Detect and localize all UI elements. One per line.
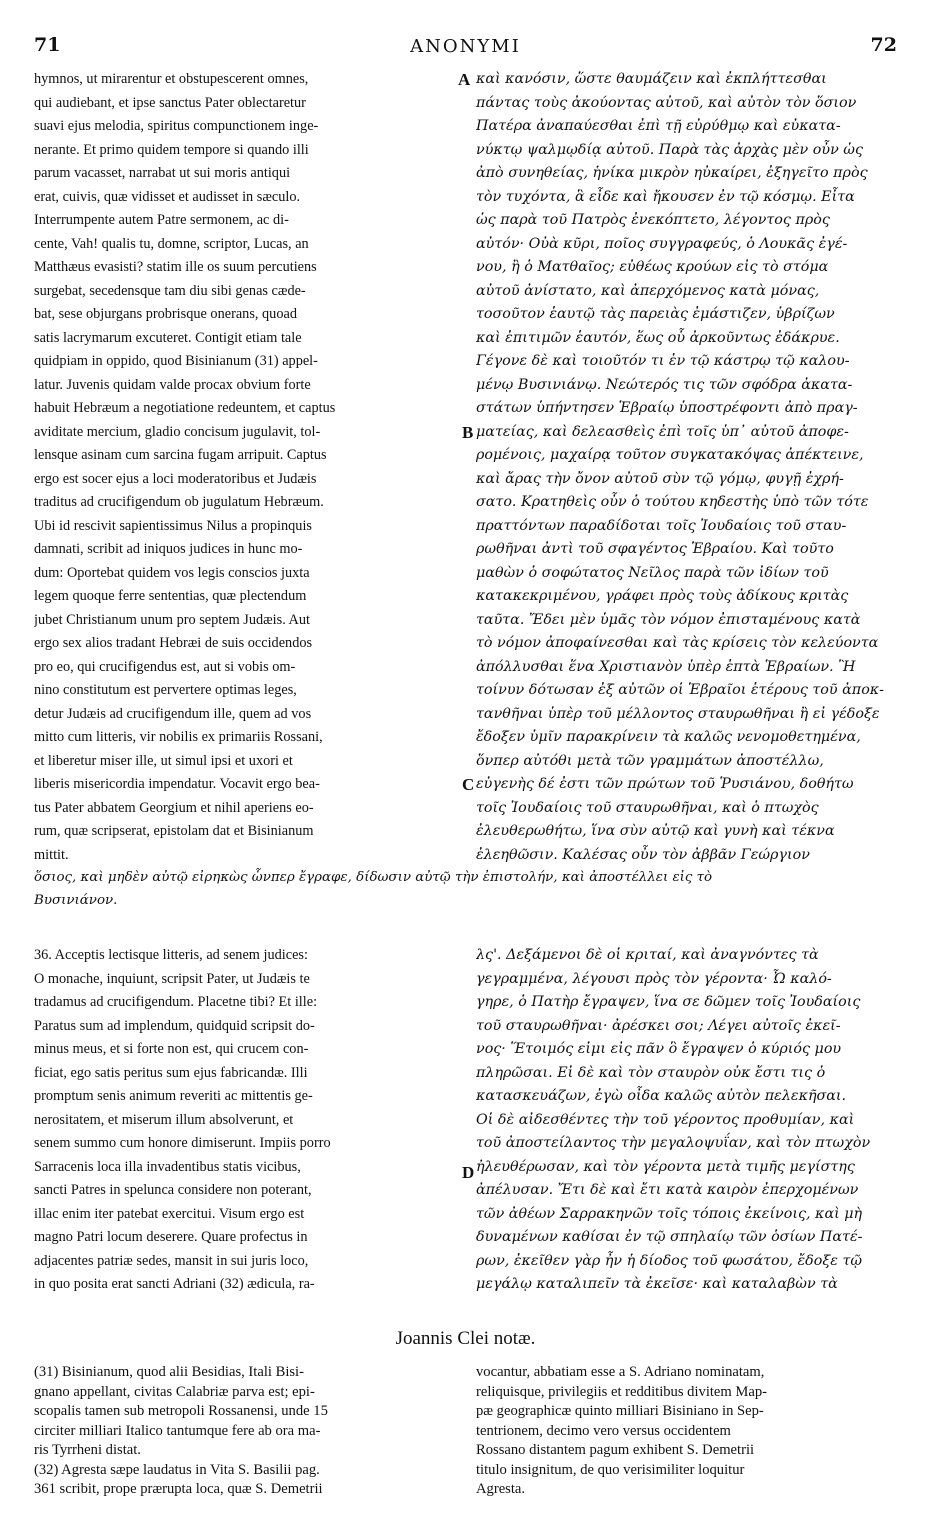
section-marker-d: D [462, 1163, 475, 1182]
latin-text-line: satis lacrymarum excuteret. Contigit etiam tale [34, 329, 302, 346]
latin-text-line: lensque asinam cum sarcina fugam arripuit. Captus [34, 447, 327, 463]
latin-text-line: adjacentes patriæ sedes, mansit in sui juris loco, [34, 1252, 309, 1269]
greek-text-line: δυναμένων καθίσαι ἐν τῷ σπηλαίῳ τῶν ὁσίων Πατέ- [476, 1229, 863, 1245]
note-text-line: Rossano distantem pagum exhibent S. Demetrii [476, 1442, 755, 1458]
latin-text-line: parum vacasset, narrabat ut sui moris antiqui [34, 165, 291, 181]
latin-text-line: qui audiebant, et ipse sanctus Pater oblectaretur [34, 94, 306, 111]
greek-text-line: ρομένοις, μαχαίρᾳ τοῦτον συγκατακόψας ἀπέκτεινε, [476, 447, 864, 463]
greek-text-line: ματείας, καὶ δελεασθεὶς ἐπὶ τοῖς ὑπ᾽ αὐτοῦ ἀποφε- [476, 423, 849, 440]
section-marker-a: A [458, 70, 471, 89]
greek-text-line: νου, ἢ ὁ Ματθαῖος; εὐθέως κρούων εἰς τὸ στόμα [476, 259, 829, 275]
latin-text-line: cente, Vah! qualis tu, domne, scriptor, Lucas, an [34, 235, 309, 252]
note-text-line: ris Tyrrheni distat. [34, 1442, 141, 1458]
note-text-line: circiter milliari Italico tantumque fere ab ora ma- [34, 1422, 321, 1439]
latin-text-line: mittit. [34, 846, 69, 863]
greek-text-line: στάτων ὑπήντησεν Ἑβραίῳ ὑποστρέφοντι ἀπὸ πραγ- [476, 400, 858, 416]
latin-text-line: senem summo cum honore dimiserunt. Impiis porro [34, 1135, 331, 1151]
running-title: ANONYMI [410, 36, 521, 57]
note-text-line: tentrionem, decimo vero versus occidentem [476, 1422, 731, 1439]
greek-text-line: γηρε, ὁ Πατὴρ ἔγραψεν, ἵνα σε δῶμεν τοῖς Ἰουδαίοις [476, 994, 861, 1010]
notes-title: Joannis Clei notæ. [395, 1328, 536, 1349]
greek-text-line: τανθῆναι ὑπὲρ τοῦ μέλλοντος σταυρωθῆναι ἢ εἰ γέδοξε [476, 705, 880, 722]
greek-text-line: μαθὼν ὁ σοφώτατος Νεῖλος παρὰ τῶν ἰδίων τοῦ [476, 564, 829, 581]
greek-text-line: ὡς παρὰ τοῦ Πατρὸς ἐνεκόπτετο, λέγοντος πρὸς [476, 212, 830, 228]
latin-text-line: quidpiam in oppido, quod Bisinianum (31) appel- [34, 353, 318, 369]
latin-text-line: ficiat, ego satis peritus sum ejus fabricandæ. Illi [34, 1064, 308, 1081]
latin-text-line: ergo est socer ejus a loci moderatoribus et Judæis [34, 470, 317, 487]
page-header [0, 34, 931, 66]
latin-text-line: nino constitutum est pervertere optimas leges, [34, 682, 297, 698]
page-number-right: 72 [870, 34, 897, 56]
latin-text-line: bat, sese objurgans probrisque onerans, quoad [34, 306, 297, 322]
greek-text-line: ἀπόλλυσθαι ἕνα Χριστιανὸν ὑπὲρ ἑπτὰ Ἑβραίων. Ἢ [476, 658, 856, 675]
latin-text-line: minus meus, et si forte non est, qui crucem con- [34, 1041, 309, 1057]
latin-text-line: suavi ejus melodia, spiritus compunctionem inge- [34, 118, 319, 134]
note-text-line: Agresta. [476, 1481, 526, 1497]
section-marker-c: C [462, 775, 475, 794]
latin-text-line: dum: Oportebat quidem vos legis conscios juxta [34, 564, 310, 581]
latin-text-line: pro eo, qui crucifigendus est, aut si vobis om- [34, 658, 296, 675]
latin-text-line: mitto cum litteris, vir nobilis ex primariis Rossani, [34, 729, 323, 745]
latin-text-line: Interrumpente autem Patre sermonem, ac di- [34, 212, 289, 228]
page-number-left: 71 [34, 34, 61, 56]
latin-text-line: tradamus ad crucifigendum. Placetne tibi? Et ille: [34, 994, 318, 1010]
latin-text-line: legem quoque ferre sententias, quæ plectendum [34, 588, 307, 604]
greek-text-line: τὸν τυχόντα, ἃ εἶδε καὶ ἤκουσεν ἐν τῷ κόσμῳ. Εἶτα [476, 188, 855, 205]
greek-text-line: ἔδοξεν ὑμῖν παρακρίνειν τὰ καλῶς νενομοθετημένα, [476, 729, 861, 745]
greek-text-line: μεγάλῳ καταλιπεῖν τὰ ἐκεῖσε· καὶ καταλαβὼν τὰ [476, 1276, 838, 1292]
latin-text-line: et liberetur miser ille, ut simul ipsi et uxori et [34, 752, 293, 769]
note-text-line: reliquisque, privilegiis et redditibus divitem Map- [476, 1383, 768, 1400]
greek-column-lower [476, 944, 898, 1297]
greek-text-line: τοῦ σταυρωθῆναι· ἀρέσκει σοι; Λέγει αὐτοῖς ἐκεῖ- [476, 1017, 841, 1034]
greek-text-line: γεγραμμένα, λέγουσι πρὸς τὸν γέροντα· Ὦ καλό- [476, 970, 832, 987]
greek-text-line: ὅνπερ αὐτόθι μετὰ τῶν γραμμάτων ἀποστέλλω, [476, 752, 824, 769]
greek-text-line: ὅσιος, καὶ μηδὲν αὐτῷ εἰρηκὼς ὧνπερ ἔγραφε, δίδωσιν αὐτῷ τὴν ἐπιστολήν, καὶ ἀποστέλλει εἰς τὸ [34, 870, 713, 885]
greek-text-line: Οἱ δὲ αἰδεσθέντες τὴν τοῦ γέροντος προθυμίαν, καὶ [476, 1111, 855, 1128]
greek-text-line: καὶ ἐπιτιμῶν ἑαυτόν, ἕως οὗ ἀρκοῦντως ἐδάκρυε. [476, 329, 840, 346]
greek-text-line: πάντας τοὺς ἀκούοντας αὐτοῦ, καὶ αὐτὸν τὸν ὅσιον [476, 94, 857, 111]
greek-text-line: τοῦ ἀποστείλαντος τὴν μεγαλοψυΐαν, καὶ τὸν πτωχὸν [476, 1135, 871, 1151]
greek-text-line: τὸ νόμον ἀποφαίνεσθαι καὶ τὰς κρίσεις τὸν κελεύοντα [476, 635, 879, 651]
section-marker-b: B [462, 423, 474, 442]
greek-text-line: ρωθῆναι ἀντὶ τοῦ σφαγέντος Ἑβραίου. Καὶ τοῦτο [476, 541, 834, 557]
note-text-line: 361 scribit, prope prærupta loca, quæ S. Demetrii [34, 1481, 323, 1497]
latin-text-line: hymnos, ut mirarentur et obstupescerent omnes, [34, 71, 309, 87]
greek-text-line: ρων, ἐκεῖθεν γὰρ ἦν ἡ δίοδος τοῦ φωσάτου, ἔδοξε τῷ [476, 1252, 863, 1269]
greek-text-line: νύκτῳ ψαλμῳδίᾳ αὐτοῦ. Παρὰ τὰς ἀρχὰς μὲν οὖν ὡς [476, 141, 863, 158]
latin-text-line: Paratus sum ad implendum, quidquid scripsit do- [34, 1017, 315, 1034]
greek-text-line: ἀπὸ συνηθείας, ἡνίκα μικρὸν ηὐκαίρει, ἐξηγεῖτο πρὸς [476, 165, 868, 181]
latin-text-line: O monache, inquiunt, scripsit Pater, ut Judæis te [34, 970, 310, 987]
greek-column-upper [476, 68, 898, 867]
latin-text-line: aviditate mercium, gladio concisum jugulavit, tol- [34, 423, 321, 440]
greek-text-line: Γέγονε δὲ καὶ τοιοῦτόν τι ἐν τῷ κάστρῳ τῷ καλου- [476, 353, 850, 369]
greek-text-line: σατο. Κρατηθεὶς οὖν ὁ τούτου κηδεστὴς ὑπὸ τῶν τότε [476, 494, 869, 510]
greek-text-line: νος· Ἕτοιμός εἰμι εἰς πᾶν ὃ ἔγραψεν ὁ κύριός μου [476, 1041, 842, 1057]
latin-text-line: illac enim iter patebat exercitui. Visum ergo est [34, 1205, 305, 1222]
greek-text-line: εὐγενὴς δέ ἐστι τῶν πρώτων τοῦ Ῥυσιάνου, δοθήτω [476, 776, 854, 792]
latin-text-line: damnati, scribit ad iniquos judices in hunc mo- [34, 541, 303, 557]
greek-text-line: καὶ ἄρας τὴν ὄνον αὐτοῦ σὺν τῷ γόμῳ, φυγῇ ἐχρή- [476, 470, 844, 487]
latin-column-lower [34, 944, 458, 1297]
greek-text-line: καὶ κανόσιν, ὥστε θαυμάζειν καὶ ἐκπλήττεσθαι [476, 71, 827, 87]
latin-text-line: magno Patri locum deserere. Quare profectus in [34, 1229, 308, 1245]
latin-text-line: Sarracenis loca illa invadentibus statis vicibus, [34, 1158, 301, 1175]
latin-text-line: liberis misericordia impendatur. Vocavit ergo bea- [34, 776, 320, 792]
latin-text-line: ergo sex alios tradant Hebræi de suis occidendos [34, 635, 313, 651]
latin-column-upper [34, 68, 458, 867]
greek-text-line: τῶν ἀθέων Σαρρακηνῶν τοῖς τόποις ἐκείνοις, καὶ μὴ [476, 1205, 863, 1222]
greek-text-line: μένῳ Βυσινιάνῳ. Νεώτερός τις τῶν σφόδρα ἀκατα- [476, 376, 853, 393]
latin-text-line: rum, quæ scripserat, epistolam dat et Bisinianum [34, 823, 314, 839]
notes-column-left [34, 1363, 458, 1500]
note-text-line: vocantur, abbatiam esse a S. Adriano nominatam, [476, 1364, 765, 1380]
greek-text-line: κατακεκριμένου, γράφει πρὸς τοὺς ἀδίκους κριτὰς [476, 588, 849, 604]
greek-text-line: τοῖς Ἰουδαίοις τοῦ σταυρωθῆναι, καὶ ὁ πτωχὸς [476, 799, 819, 816]
latin-text-line: nerante. Et primo quidem tempore si quando illi [34, 141, 309, 158]
greek-text-line: πραττόντων παραδίδοται τοῖς Ἰουδαίοις τοῦ σταυ- [476, 517, 847, 534]
latin-text-line: nerositatem, et miserum illum absolverunt, et [34, 1111, 294, 1128]
latin-text-line: 36. Acceptis lectisque litteris, ad senem judices: [34, 947, 308, 963]
note-text-line: scopalis tamen sub metropoli Rossanensi, unde 15 [34, 1403, 328, 1419]
latin-text-line: Matthæus evasisti? statim ille os suum percutiens [34, 259, 317, 275]
greek-text-line: ταῦτα. Ἔδει μὲν ὑμᾶς τὸν νόμον ἐπισταμένους κατὰ [476, 611, 861, 628]
note-text-line: gnano appellant, civitas Calabriæ parva est; epi- [34, 1383, 315, 1400]
latin-text-line: sancti Patres in spelunca considere non poterant, [34, 1182, 312, 1198]
latin-text-line: detur Judæis ad crucifigendum ille, quem ad vos [34, 705, 312, 722]
greek-text-line: ἀπέλυσαν. Ἔτι δὲ καὶ ἔτι κατὰ καιρὸν ἐπερχομένων [476, 1182, 859, 1198]
note-text-line: pæ geographicæ quinto milliari Bisiniano in Sep- [476, 1403, 764, 1419]
latin-text-line: erat, cuivis, quæ vidisset et audisset in sæculo. [34, 188, 301, 205]
note-text-line: (31) Bisinianum, quod alii Besidias, Itali Bisi- [34, 1364, 304, 1380]
latin-text-line: Ubi id rescivit sapientissimus Nilus a propinquis [34, 517, 312, 534]
latin-text-line: habuit Hebræum a negotiatione redeuntem, et captus [34, 400, 336, 416]
greek-text-line: τοσοῦτον ἑαυτῷ τὰς παρειὰς ἐμάστιζεν, ὑβρίζων [476, 306, 835, 322]
latin-text-line: tus Pater abbatem Georgium et nihil aperiens eo- [34, 799, 314, 816]
note-text-line: titulo insignitum, de quo verisimiliter loquitur [476, 1461, 745, 1478]
note-text-line: (32) Agresta sæpe laudatus in Vita S. Basilii pag. [34, 1461, 320, 1478]
latin-text-line: jubet Christianum unum pro septem Judæis. Aut [34, 611, 311, 628]
greek-text-line: ἐλευθερωθήτω, ἵνα σὺν αὐτῷ καὶ γυνὴ καὶ τέκνα [476, 823, 835, 839]
greek-text-line: Βυσινιάνον. [34, 893, 118, 908]
latin-text-line: surgebat, secedensque tam diu sibi genas cæde- [34, 282, 306, 299]
latin-text-line: latur. Juvenis quidam valde procax obvium forte [34, 376, 311, 393]
greek-text-line: ἠλευθέρωσαν, καὶ τὸν γέροντα μετὰ τιμῆς μεγίστης [476, 1158, 855, 1175]
greek-text-line: τοίνυν δότωσαν ἐξ αὐτῶν οἱ Ἑβραῖοι ἑτέρους τοῦ ἀποκ- [476, 682, 885, 698]
greek-wide-continuation [34, 866, 896, 912]
greek-text-line: αὐτοῦ ἀνίστατο, καὶ ἀπερχόμενος κατὰ μόνας, [476, 282, 820, 299]
notes-column-right [476, 1363, 898, 1500]
latin-text-line: in quo posita erat sancti Adriani (32) ædicula, ra- [34, 1276, 315, 1292]
latin-text-line: promptum senis animum reveriti ac mittentis ge- [34, 1088, 313, 1104]
greek-text-line: αὐτόν· Οὐὰ κῦρι, ποῖος συγγραφεύς, ὁ Λουκᾶς ἐγέ- [476, 235, 848, 252]
greek-text-line: ἐλεηθῶσιν. Καλέσας οὖν τὸν ἀββᾶν Γεώργιον [476, 846, 810, 863]
greek-text-line: πληρῶσαι. Εἰ δὲ καὶ τὸν σταυρὸν οὐκ ἔστι τις ὁ [476, 1064, 826, 1081]
greek-text-line: λς'. Δεξάμενοι δὲ οἱ κριταί, καὶ ἀναγνόντες τὰ [476, 947, 819, 963]
latin-text-line: traditus ad crucifigendum ob jugulatum Hebræum. [34, 494, 324, 510]
greek-text-line: Πατέρα ἀναπαύεσθαι ἐπὶ τῇ εὐρύθμῳ καὶ εὐκατα- [476, 118, 841, 134]
greek-text-line: κατασκευάζων, ἐγὼ οἶδα καλῶς αὐτὸν πελεκῆσαι. [476, 1088, 847, 1104]
